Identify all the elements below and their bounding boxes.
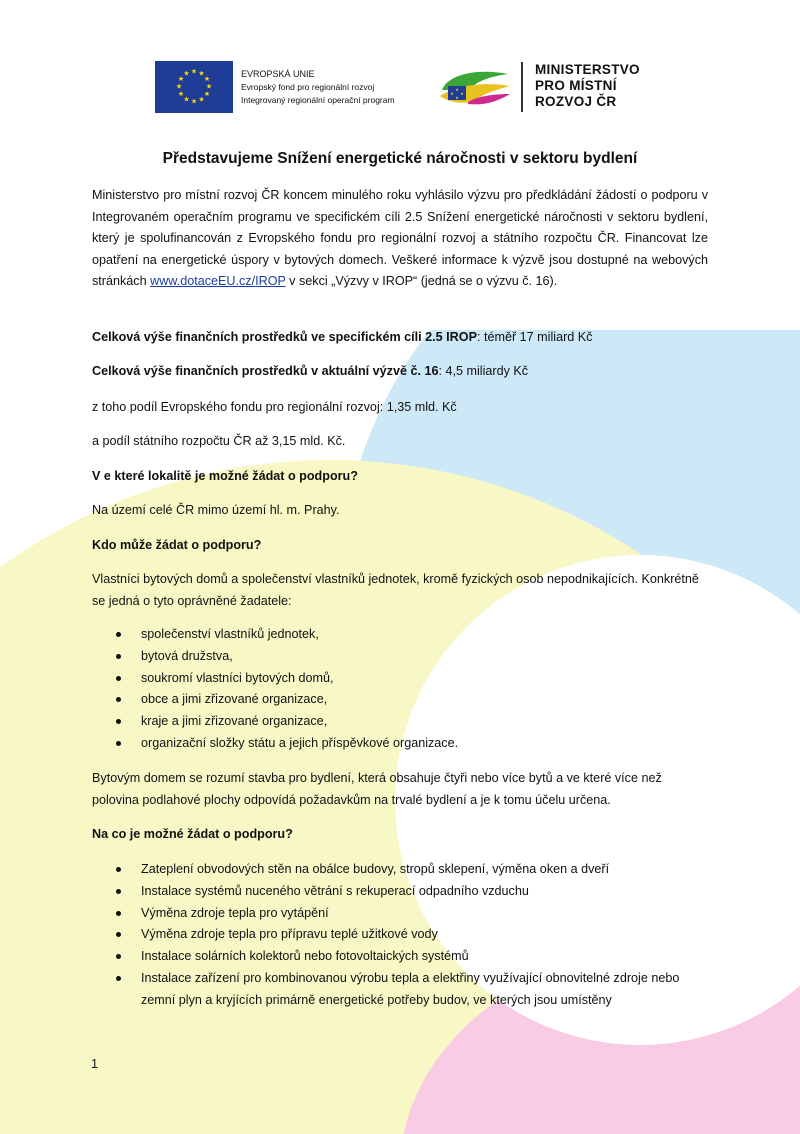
mmr-logo-graphic [438,66,512,106]
total-funding-value: : téměř 17 miliard Kč [476,330,593,344]
list-item-text: Výměna zdroje tepla pro přípravu teplé užitkové vody [141,927,438,942]
svg-text:★: ★ [183,95,190,104]
mmr-logo-text [535,62,640,110]
svg-text:★: ★ [183,69,190,78]
svg-text:★: ★ [203,90,211,98]
bullet-icon [116,632,121,637]
list-item [116,711,716,733]
svg-text:★: ★ [177,75,185,83]
list-item-text: Výměna zdroje tepla pro vytápění [141,905,329,920]
bullet-icon [116,911,121,916]
total-funding-label: Celková výše finančních prostředků ve specifickém cíli 2.5 IROP [92,330,477,344]
logo-divider [521,62,523,112]
eu-name: EVROPSKÁ UNIE [241,69,315,79]
intro-text: Ministerstvo pro místní rozvoj ČR koncem minulého roku vyhlásilo výzvu pro předkládání žádostí o podporu v Integrovaném operačním programu ve specifickém cíli 2.5 Snížení energetické náročnosti v sektoru bydlení, který je spolufinancován z Evropského fondu pro regionální rozvoj a státního rozpočtu ČR. Financovat lze opatření na energetické úspory v bytových domech. Veškeré informace k výzvě jsou dostupné na webových stránkách [92,188,708,288]
state-share-line: a podíl státního rozpočtu ČR až 3,15 mld. Kč. [92,434,346,448]
list-item [116,946,716,968]
building-definition: Bytovým domem se rozumí stavba pro bydlení, která obsahuje čtyři nebo více bytů a ve které více než polovina podlahové plochy odpovídá požadavkům na trvalé bydlení a je k tomu účelu určena. [92,771,662,807]
call-funding-line [92,361,708,383]
bullet-icon [116,867,121,872]
total-funding-line [92,327,708,349]
list-item-text: bytová družstva, [141,648,233,663]
bullet-icon [116,676,121,681]
intro-paragraph [92,185,708,293]
eu-logo-text [241,68,395,107]
bullet-icon [116,719,121,724]
svg-text:★: ★ [177,90,185,98]
list-item [116,733,716,755]
list-item-text: Instalace systémů nuceného větrání s rekuperací odpadního vzduchu [141,883,529,898]
page-number: 1 [91,1057,99,1071]
bullet-icon [116,654,121,659]
intro-text-end: v sekci „Výzvy v IROP“ (jedná se o výzvu č. 16). [285,274,558,288]
list-item [116,881,716,903]
bullet-icon [116,741,121,746]
page-title: Představujeme Snížení energetické náročnosti v sektoru bydlení [162,150,638,167]
eu-stars-icon [155,61,233,113]
svg-text:★: ★ [205,82,213,91]
svg-text:★: ★ [460,91,464,96]
who-heading: Kdo může žádat o podporu? [92,538,262,552]
eligible-activities-list [116,859,716,1012]
list-item-text: organizační složky státu a jejich příspěvkové organizace. [141,735,459,750]
bullet-icon [116,697,121,702]
mmr-line-2: PRO MÍSTNÍ [535,78,617,93]
where-answer: Na území celé ČR mimo území hl. m. Prahy. [92,503,340,517]
list-item-text: Zateplení obvodových stěn na obálce budovy, stropů sklepení, výměna oken a dveří [141,862,610,876]
list-item [116,689,716,711]
list-item-text: společenství vlastníků jednotek, [141,627,319,641]
list-item-text: Instalace solárních kolektorů nebo fotovoltaických systémů [141,949,469,964]
svg-text:★: ★ [190,97,198,106]
eu-program-name: Integrovaný regionální operační program [241,95,395,105]
bullet-icon [116,932,121,937]
list-item-text: Instalace zařízení pro kombinovanou výrobu tepla a elektřiny využívající obnovitelné zdroje nebo zemní plyn a kryjících primárně energetické potřeby budov, ve kterých jsou umístěny [141,970,680,1007]
svg-text:★: ★ [455,95,459,100]
bullet-icon [116,889,121,894]
call-funding-value: : 4,5 miliardy Kč [438,364,529,378]
bullet-icon [116,976,121,981]
list-item-text: kraje a jimi zřizované organizace, [141,714,328,729]
list-item-text: soukromí vlastníci bytových domů, [141,670,334,685]
eu-flag-logo [155,61,233,113]
who-intro: Vlastníci bytových domů a společenství vlastníků jednotek, kromě fyzických osob nepodnikajících. Konkrétně se jedná o tyto oprávněné žadatele: [92,572,699,608]
list-item [116,859,716,881]
list-item [116,624,716,646]
svg-text:★: ★ [198,95,205,104]
irop-link[interactable]: www.dotaceEU.cz/IROP [150,274,286,288]
list-item [116,668,716,690]
what-heading: Na co je možné žádat o podporu? [92,827,293,841]
list-item [116,924,716,946]
list-item [116,646,716,668]
list-item [116,903,716,925]
mmr-line-1: MINISTERSTVO [535,62,640,77]
applicants-list [116,624,716,755]
svg-text:★: ★ [175,82,183,91]
list-item [116,968,716,1012]
svg-text:★: ★ [190,67,198,76]
list-item-text: obce a jimi zřizované organizace, [141,692,328,707]
svg-text:★: ★ [203,75,211,83]
svg-text:★: ★ [198,69,205,78]
where-heading: V e které lokalitě je možné žádat o podporu? [92,469,358,483]
svg-text:★: ★ [455,87,459,92]
mmr-line-3: ROZVOJ ČR [535,94,617,109]
erdf-share-line: z toho podíl Evropského fondu pro regionální rozvoj: 1,35 mld. Kč [92,400,457,414]
bullet-icon [116,954,121,959]
call-funding-label: Celková výše finančních prostředků v aktuální výzvě č. 16 [92,364,439,378]
svg-text:★: ★ [450,91,454,96]
eu-fund-name: Evropský fond pro regionální rozvoj [241,82,375,92]
